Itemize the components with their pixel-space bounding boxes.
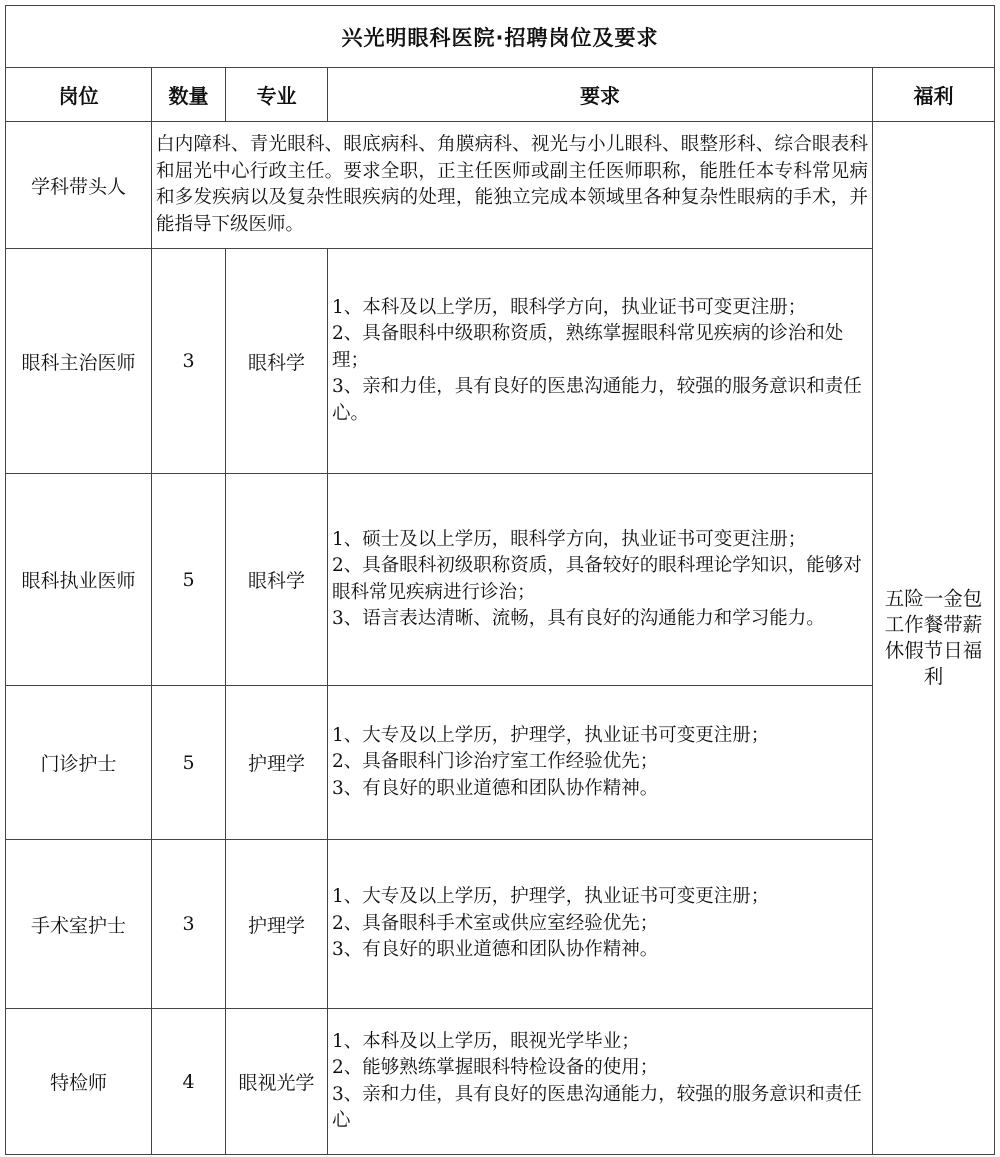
requirement-item: 2、具备眼科手术室或供应室经验优先；: [332, 912, 659, 934]
position-cell: 学科带头人: [6, 122, 152, 249]
recruitment-document: [5, 5, 994, 1154]
major-cell: 眼科学: [226, 474, 328, 686]
requirement-item: 3、亲和力佳，具有良好的医患沟通能力，较强的服务意识和责任心。: [332, 376, 862, 424]
requirements-cell: [328, 474, 873, 686]
requirements-cell: [328, 840, 873, 1009]
major-cell: 护理学: [226, 840, 328, 1009]
major-cell: 眼科学: [226, 249, 328, 474]
count-cell: 3: [152, 840, 226, 1009]
title-row: [6, 6, 995, 68]
table-title: 兴光明眼科医院·招聘岗位及要求: [6, 6, 995, 68]
requirement-item: 1、大专及以上学历，护理学，执业证书可变更注册；: [332, 886, 770, 908]
requirement-item: 1、本科及以上学历，眼科学方向，执业证书可变更注册；: [332, 296, 807, 318]
requirement-item: 3、有良好的职业道德和团队协作精神。: [332, 939, 659, 961]
header-count: 数量: [152, 68, 226, 122]
header-row: [6, 68, 995, 122]
requirements-cell: [328, 249, 873, 474]
position-cell: 门诊护士: [6, 686, 152, 840]
position-cell: 眼科主治医师: [6, 249, 152, 474]
position-cell: 特检师: [6, 1009, 152, 1155]
header-benefits: 福利: [873, 68, 995, 122]
recruitment-table: [5, 5, 995, 1155]
requirement-item: 1、硕士及以上学历，眼科学方向，执业证书可变更注册；: [332, 528, 807, 550]
header-requirements: 要求: [328, 68, 873, 122]
table-row: [6, 840, 995, 1009]
requirement-item: 2、能够熟练掌握眼科特检设备的使用；: [332, 1057, 659, 1078]
leader-description: 白内障科、青光眼科、眼底病科、角膜病科、视光与小儿眼科、眼整形科、综合眼表科和屈光中心行政主任。要求全职，正主任医师或副主任医师职称，能胜任本专科常见病和多发疾病以及复杂性眼疾病的处理，能独立完成本领域里各种复杂性眼病的手术，并能指导下级医师。: [152, 122, 873, 249]
requirement-item: 2、具备眼科初级职称资质，具备较好的眼科理论学知识，能够对眼科常见疾病进行诊治；: [332, 555, 862, 603]
count-cell: 5: [152, 474, 226, 686]
count-cell: 3: [152, 249, 226, 474]
major-cell: 眼视光学: [226, 1009, 328, 1155]
requirement-item: 3、语言表达清晰、流畅，具有良好的沟通能力和学习能力。: [332, 608, 825, 629]
requirement-item: 1、大专及以上学历，护理学，执业证书可变更注册；: [332, 724, 770, 746]
header-position: 岗位: [6, 68, 152, 122]
count-cell: 4: [152, 1009, 226, 1155]
requirement-item: 3、有良好的职业道德和团队协作精神。: [332, 777, 659, 799]
header-major: 专业: [226, 68, 328, 122]
position-cell: 眼科执业医师: [6, 474, 152, 686]
table-row: [6, 122, 995, 249]
requirements-cell: [328, 686, 873, 840]
requirement-item: 2、具备眼科门诊治疗室工作经验优先；: [332, 751, 659, 773]
benefits-cell: 五险一金包工作餐带薪休假节日福利: [873, 122, 995, 1155]
position-cell: 手术室护士: [6, 840, 152, 1009]
requirement-item: 3、亲和力佳，具有良好的医患沟通能力，较强的服务意识和责任心: [332, 1083, 862, 1131]
major-cell: 护理学: [226, 686, 328, 840]
requirement-item: 1、本科及以上学历，眼视光学毕业；: [332, 1030, 640, 1052]
table-row: [6, 686, 995, 840]
count-cell: 5: [152, 686, 226, 840]
table-row: [6, 474, 995, 686]
table-row: [6, 1009, 995, 1155]
requirement-item: 2、具备眼科中级职称资质，熟练掌握眼科常见疾病的诊治和处理；: [332, 323, 844, 371]
table-row: [6, 249, 995, 474]
requirements-cell: [328, 1009, 873, 1155]
